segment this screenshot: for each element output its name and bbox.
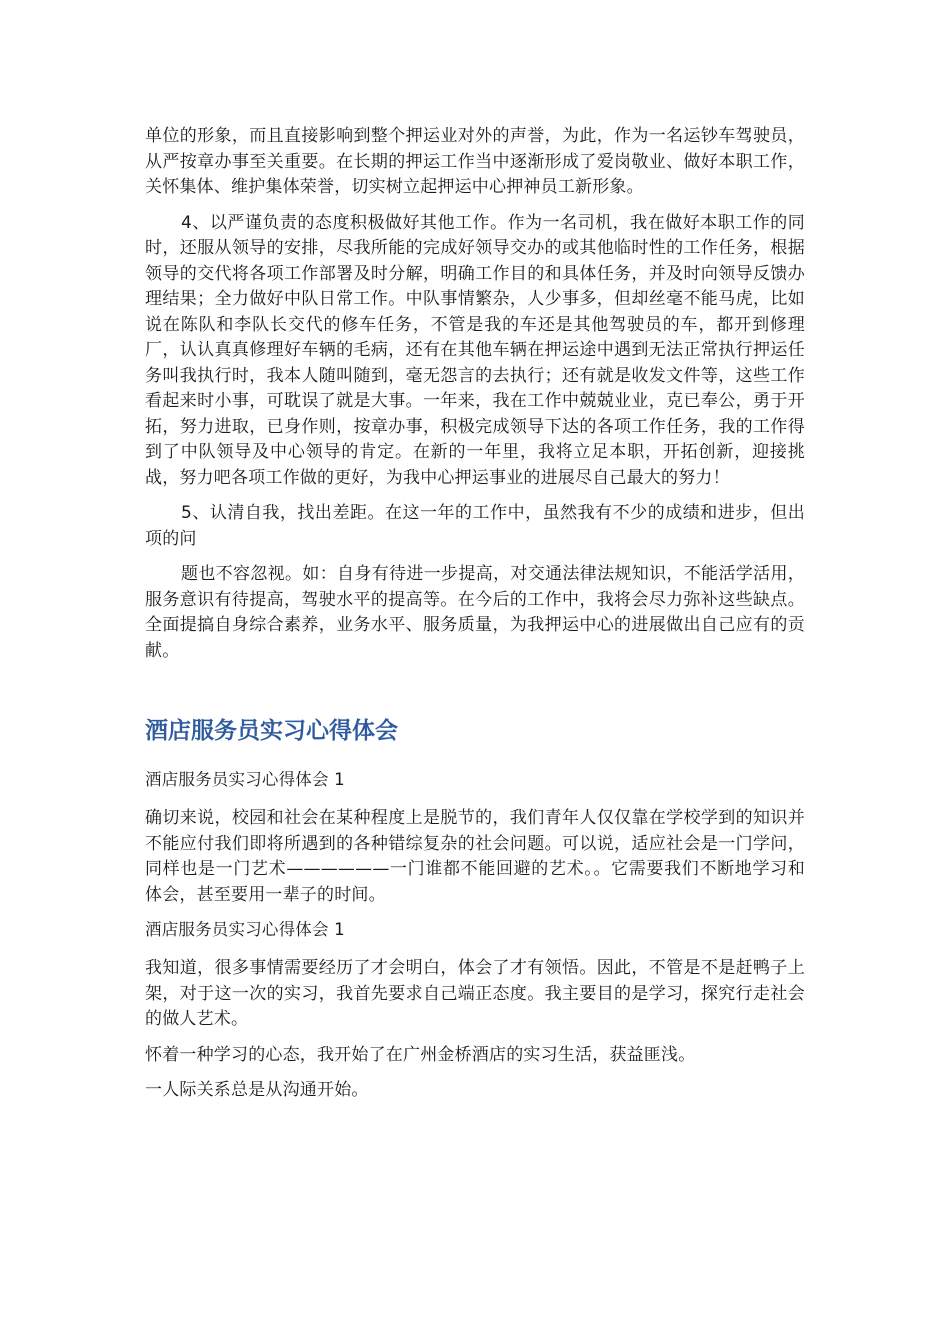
section-heading: 酒店服务员实习心得体会 — [145, 718, 398, 744]
paragraph: 单位的形象，而且直接影响到整个押运业对外的声誉，为此，作为一名运钞车驾驶员，从严按章办事至关重要。在长期的押运工作当中逐渐形成了爱岗敬业、做好本职工作，关怀集体、维护集体荣誉，切实树立起押运中心押神员工新形象。 — [145, 126, 805, 197]
subheading: 酒店服务员实习心得体会 1 — [145, 920, 345, 939]
paragraph: 确切来说，校园和社会在某种程度上是脱节的，我们青年人仅仅靠在学校学到的知识并不能应付我们即将所遇到的各种错综复杂的社会问题。可以说，适应社会是一门学问，同样也是一门艺术——————一门谁都不能回避的艺术。。它需要我们不断地学习和体会，甚至要用一辈子的时间。 — [145, 808, 805, 905]
paragraph: 题也不容忽视。如：自身有待进一步提高，对交通法律法规知识，不能活学活用，服务意识有待提高，驾驶水平的提高等。在今后的工作中，我将会尽力弥补这些缺点。全面提搞自身综合素养，业务水平、服务质量，为我押运中心的进展做出自己应有的贡献。 — [145, 564, 805, 661]
subheading: 酒店服务员实习心得体会 1 — [145, 770, 345, 789]
paragraph: 一人际关系总是从沟通开始。 — [145, 1080, 369, 1100]
paragraph: 我知道，很多事情需要经历了才会明白，体会了才有领悟。因此，不管是不是赶鸭子上架，对于这一次的实习，我首先要求自己端正态度。我主要目的是学习，探究行走社会的做人艺术。 — [145, 958, 805, 1029]
paragraph: 4、以严谨负责的态度积极做好其他工作。作为一名司机，我在做好本职工作的同时，还服从领导的安排，尽我所能的完成好领导交办的或其他临时性的工作任务，根据领导的交代将各项工作部署及时分解，明确工作目的和具体任务，并及时向领导反馈办理结果；全力做好中队日常工作。中队事情繁杂，人少事多，但却丝毫不能马虎，比如说在陈队和李队长交代的修车任务，不管是我的车还是其他驾驶员的车，都开到修理厂，认认真真修理好车辆的毛病，还有在其他车辆在押运途中遇到无法正常执行押运任务叫我执行时，我本人随叫随到，毫无怨言的去执行；还有就是收发文件等，这些工作看起来时小事，可耽误了就是大事。一年来，我在工作中兢兢业业，克已奉公，勇于开拓，努力进取，已身作则，按章办事，积极完成领导下达的各项工作任务，我的工作得到了中队领导及中心领导的肯定。在新的一年里，我将立足本职，开拓创新，迎接挑战，努力吧各项工作做的更好，为我中心押运事业的进展尽自己最大的努力！ — [145, 212, 805, 488]
paragraph: 5、认清自我，找出差距。在这一年的工作中，虽然我有不少的成绩和进步，但出项的问 — [145, 503, 805, 549]
paragraph: 怀着一种学习的心态，我开始了在广州金桥酒店的实习生活，获益匪浅。 — [145, 1044, 696, 1065]
document-body — [145, 124, 805, 1114]
